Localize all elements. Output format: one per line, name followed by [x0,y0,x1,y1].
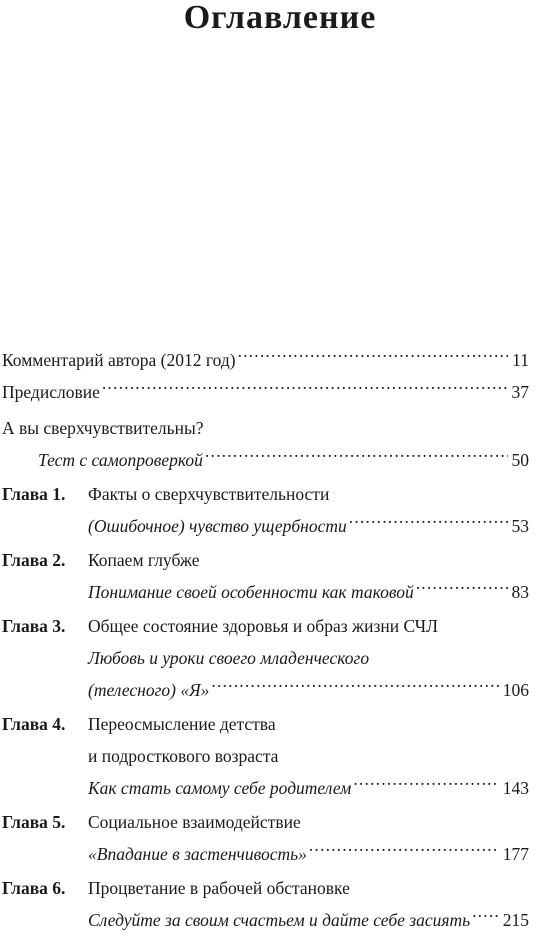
chapter-4-subtitle[interactable] [88,772,529,804]
dot-leader [472,909,499,927]
toc-entry-preface[interactable] [2,376,529,408]
page-number: 83 [511,582,529,602]
toc-entry-title: А вы сверхчувствительны? [2,418,204,438]
dot-leader [102,381,508,399]
chapter-4-title-line1[interactable] [88,708,529,740]
dot-leader [309,843,499,861]
chapter-subtitle: Как стать самому себе родителем [88,778,352,798]
toc-entry-subtitle: Тест с самопроверкой [38,450,203,470]
page-number: 106 [502,680,529,700]
chapter-label: Глава 6. [2,878,66,898]
chapter-title: Социальное взаимодействие [88,812,301,832]
chapter-1-title[interactable] [88,478,529,510]
chapter-3-subtitle-line1[interactable] [88,642,529,674]
page-title: Оглавление [183,0,377,36]
chapter-5-subtitle[interactable] [88,838,529,870]
chapter-6-subtitle[interactable] [88,904,529,936]
page-number: 177 [502,844,529,864]
dot-leader [349,515,508,533]
dot-leader [353,777,498,795]
toc-entry-title: Комментарий автора (2012 год) [2,350,236,370]
chapter-label: Глава 1. [2,484,66,504]
chapter-subtitle: «Впадание в застенчивость» [88,844,307,864]
chapter-title: Общее состояние здоровья и образ жизни СЧЛ [88,616,438,636]
toc-entry-author-comment[interactable] [2,344,529,376]
chapter-title: и подросткового возраста [88,746,279,766]
page-number: 11 [512,350,529,370]
chapter-5-title[interactable] [88,806,529,838]
dot-leader [205,449,508,467]
chapter-3-subtitle-line2[interactable] [88,674,529,706]
page-number: 143 [502,778,529,798]
page-number: 37 [511,382,529,402]
chapter-subtitle: (Ошибочное) чувство ущербности [88,516,347,536]
chapter-label: Глава 4. [2,714,66,734]
toc-entry-test-subtitle[interactable] [38,444,529,476]
dot-leader [416,581,508,599]
page-number: 53 [511,516,529,536]
chapter-3-title[interactable] [88,610,529,642]
chapter-label: Глава 5. [2,812,66,832]
chapter-subtitle: Любовь и уроки своего младенческого [88,648,370,668]
chapter-title: Переосмысление детства [88,714,276,734]
chapter-6-title[interactable] [88,872,529,904]
chapter-1-subtitle[interactable] [88,510,529,542]
dot-leader [238,349,509,367]
page-number: 50 [511,450,529,470]
chapter-title: Факты о сверхчувствительности [88,484,330,504]
chapter-2-title[interactable] [88,544,529,576]
chapter-title: Копаем глубже [88,550,200,570]
chapter-subtitle: Следуйте за своим счастьем и дайте себе засиять [88,910,471,930]
toc-entry-test-title[interactable] [2,412,529,444]
chapter-label: Глава 2. [2,550,66,570]
dot-leader [211,679,498,697]
chapter-2-subtitle[interactable] [88,576,529,608]
chapter-title: Процветание в рабочей обстановке [88,878,350,898]
page-number: 215 [502,910,529,930]
toc-entry-title: Предисловие [2,382,100,402]
chapter-subtitle: (телесного) «Я» [88,680,210,700]
chapter-4-title-line2[interactable] [88,740,529,772]
chapter-subtitle: Понимание своей особенности как таковой [88,582,414,602]
chapter-label: Глава 3. [2,616,66,636]
